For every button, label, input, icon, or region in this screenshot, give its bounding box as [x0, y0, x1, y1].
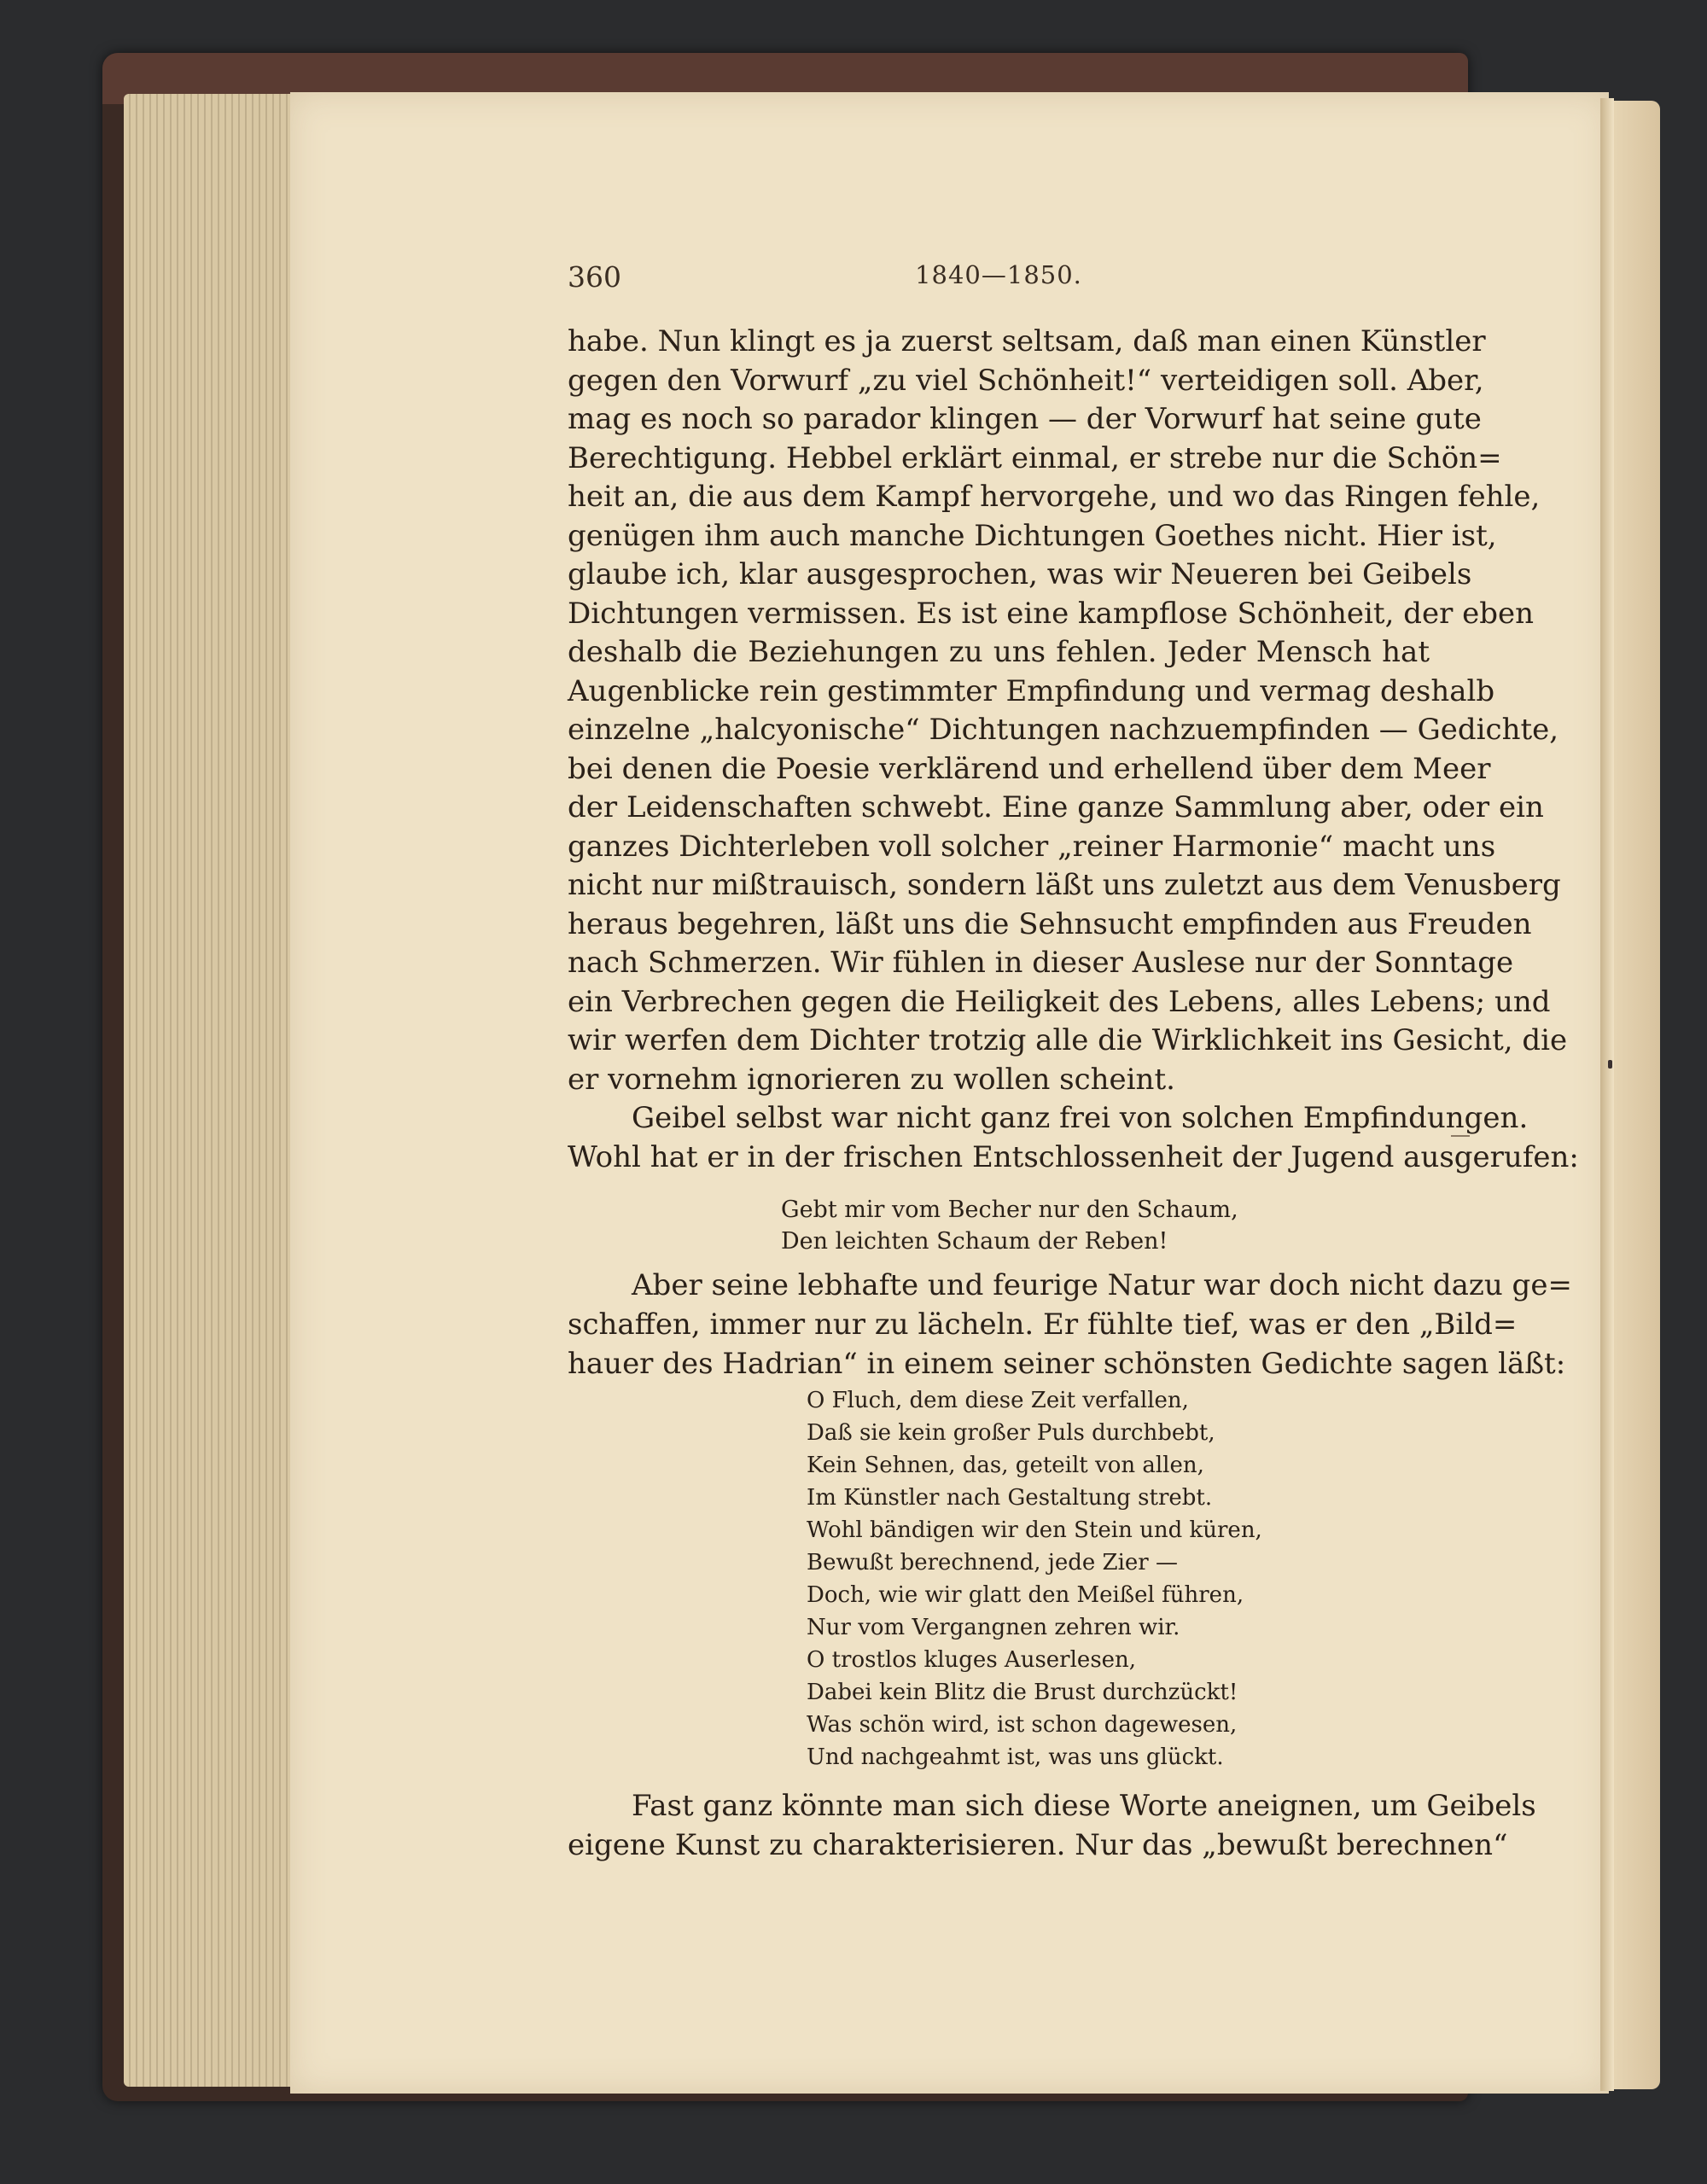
margin-mark — [1451, 1135, 1470, 1137]
paragraph-2 — [568, 1099, 1579, 1177]
page-number: 360 — [568, 260, 621, 294]
verse-line: Kein Sehnen, das, geteilt von allen, — [807, 1453, 1204, 1478]
main-text-block — [568, 323, 1579, 1177]
text-line: hauer des Hadrian“ in einem seiner schönsten Gedichte sagen läßt: — [568, 1347, 1566, 1381]
text-line: wir werfen dem Dichter trotzig alle die Wirklichkeit ins Gesicht, die — [568, 1023, 1568, 1057]
text-line: Aber seine lebhafte und feurige Natur war doch nicht dazu ge= — [632, 1268, 1572, 1302]
text-line: Wohl hat er in der frischen Entschlossenheit der Jugend ausgerufen: — [568, 1139, 1579, 1174]
verse-line: Gebt mir vom Becher nur den Schaum, — [781, 1197, 1238, 1223]
text-line: Fast ganz könnte man sich diese Worte aneignen, um Geibels — [632, 1789, 1536, 1823]
text-line: bei denen die Poesie verklärend und erhellend über dem Meer — [568, 751, 1491, 786]
text-line: nicht nur mißtrauisch, sondern läßt uns zuletzt aus dem Venusberg — [568, 868, 1561, 902]
text-line: der Leidenschaften schwebt. Eine ganze Sammlung aber, oder ein — [568, 790, 1544, 824]
text-line: schaffen, immer nur zu lächeln. Er fühlte tief, was er den „Bild= — [568, 1307, 1518, 1342]
paragraph-3 — [568, 1266, 1572, 1383]
text-line: Dichtungen vermissen. Es ist eine kampflose Schönheit, der eben — [568, 596, 1535, 631]
paragraph-1 — [568, 323, 1568, 1099]
verse-line: Dabei kein Blitz die Brust durchzückt! — [807, 1680, 1238, 1705]
text-line: gegen den Vorwurf „zu viel Schönheit!“ verteidigen soll. Aber, — [568, 363, 1484, 398]
text-line: er vornehm ignorieren zu wollen scheint. — [568, 1062, 1175, 1097]
page-header — [568, 260, 1430, 303]
text-line: heit an, die aus dem Kampf hervorgehe, und wo das Ringen fehle, — [568, 480, 1541, 514]
text-line: Geibel selbst war nicht ganz frei von solchen Empfindungen. — [632, 1101, 1529, 1135]
paragraph-4 — [568, 1786, 1536, 1865]
margin-dot — [1608, 1060, 1612, 1069]
text-line: heraus begehren, läßt uns die Sehnsucht empfinden aus Freuden — [568, 906, 1532, 941]
text-line: glaube ich, klar ausgesprochen, was wir Neueren bei Geibels — [568, 557, 1472, 591]
text-line: ganzes Dichterleben voll solcher „reiner Harmonie“ macht uns — [568, 829, 1496, 864]
spine-fold — [1600, 98, 1614, 2091]
text-line: eigene Kunst zu charakterisieren. Nur das „bewußt berechnen“ — [568, 1828, 1508, 1862]
verse-line: Daß sie kein großer Puls durchbebt, — [807, 1420, 1215, 1446]
running-title: 1840—1850. — [915, 260, 1082, 289]
verse-line: Nur vom Vergangnen zehren wir. — [807, 1615, 1180, 1640]
verse-line: O Fluch, dem diese Zeit verfallen, — [807, 1388, 1189, 1413]
verse-line: Doch, wie wir glatt den Meißel führen, — [807, 1582, 1244, 1608]
text-line: nach Schmerzen. Wir fühlen in dieser Auslese nur der Sonntage — [568, 946, 1514, 980]
text-line: habe. Nun klingt es ja zuerst seltsam, daß man einen Künstler — [568, 324, 1486, 358]
verse-quote-2 — [807, 1384, 1404, 1773]
verse-line: Und nachgeahmt ist, was uns glückt. — [807, 1744, 1224, 1770]
verse-line: Im Künstler nach Gestaltung strebt. — [807, 1485, 1213, 1511]
verse-line: Bewußt berechnend, jede Zier — — [807, 1550, 1178, 1575]
facing-page-sliver — [1609, 101, 1660, 2089]
page-stack-edges — [124, 94, 303, 2087]
text-line: deshalb die Beziehungen zu uns fehlen. Jeder Mensch hat — [568, 635, 1430, 669]
verse-line: Den leichten Schaum der Reben! — [781, 1228, 1168, 1255]
text-line: mag es noch so parador klingen — der Vorwurf hat seine gute — [568, 402, 1482, 436]
text-line: genügen ihm auch manche Dichtungen Goethes nicht. Hier ist, — [568, 518, 1497, 553]
verse-line: Wohl bändigen wir den Stein und küren, — [807, 1517, 1262, 1543]
text-line: einzelne „halcyonische“ Dichtungen nachzuempfinden — Gedichte, — [568, 713, 1559, 747]
text-line: Augenblicke rein gestimmter Empfindung und vermag deshalb — [568, 673, 1495, 708]
text-line: Berechtigung. Hebbel erklärt einmal, er strebe nur die Schön= — [568, 440, 1502, 475]
verse-line: O trostlos kluges Auserlesen, — [807, 1647, 1137, 1673]
text-line: ein Verbrechen gegen die Heiligkeit des Lebens, alles Lebens; und — [568, 984, 1551, 1019]
verse-quote-1 — [781, 1194, 1378, 1257]
verse-line: Was schön wird, ist schon dagewesen, — [807, 1712, 1238, 1738]
